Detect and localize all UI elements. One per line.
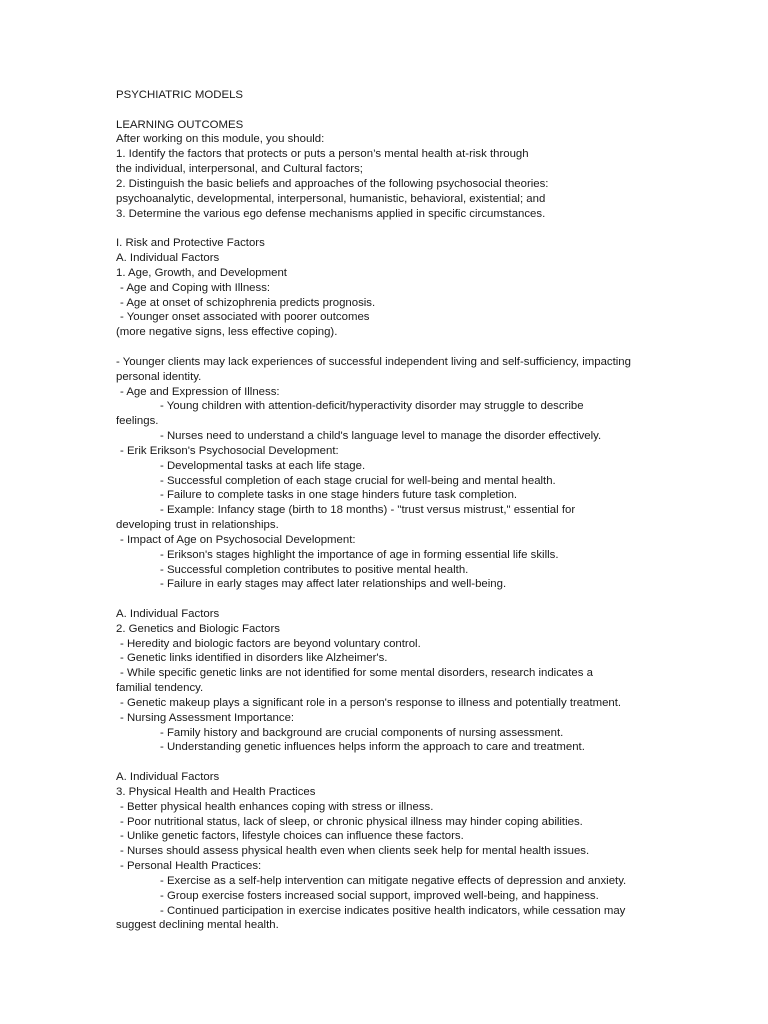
text-line: - Successful completion of each stage crucial for well-being and mental health. bbox=[160, 474, 556, 487]
text-line: - Impact of Age on Psychosocial Development: bbox=[120, 533, 356, 546]
text-line: - Failure in early stages may affect later relationships and well-being. bbox=[160, 578, 507, 591]
text-line: - Group exercise fosters increased social support, improved well-being, and happiness. bbox=[160, 889, 599, 902]
text-line: developing trust in relationships. bbox=[116, 519, 279, 532]
text-line: A. Individual Factors bbox=[116, 771, 220, 784]
document-body bbox=[116, 103, 676, 933]
text-line: - Exercise as a self-help intervention can mitigate negative effects of depression and anxiety. bbox=[160, 874, 627, 887]
text-line: - Age at onset of schizophrenia predicts prognosis. bbox=[120, 296, 376, 309]
text-line: - Unlike genetic factors, lifestyle choices can influence these factors. bbox=[120, 830, 464, 843]
blank-line bbox=[116, 592, 676, 607]
text-line: A. Individual Factors bbox=[116, 607, 220, 620]
text-line: the individual, interpersonal, and Cultural factors; bbox=[116, 163, 363, 176]
text-line: suggest declining mental health. bbox=[116, 919, 279, 932]
text-line: - Nursing Assessment Importance: bbox=[120, 711, 295, 724]
text-line: familial tendency. bbox=[116, 682, 204, 695]
text-line: - Failure to complete tasks in one stage hinders future task completion. bbox=[160, 489, 518, 502]
text-line: - Genetic makeup plays a significant role in a person's response to illness and potentially treatment. bbox=[120, 696, 622, 709]
text-line: - Example: Infancy stage (birth to 18 months) - "trust versus mistrust," essential for bbox=[160, 504, 576, 517]
text-line: 3. Determine the various ego defense mechanisms applied in specific circumstances. bbox=[116, 207, 546, 220]
text-line: 1. Age, Growth, and Development bbox=[116, 266, 287, 279]
text-line: - Developmental tasks at each life stage. bbox=[160, 459, 366, 472]
text-line: 1. Identify the factors that protects or puts a person’s mental health at-risk through bbox=[116, 148, 529, 161]
text-line: feelings. bbox=[116, 415, 159, 428]
text-line: After working on this module, you should: bbox=[116, 133, 325, 146]
text-line: - Heredity and biologic factors are beyond voluntary control. bbox=[120, 637, 421, 650]
text-line: - Young children with attention-deficit/hyperactivity disorder may struggle to describe bbox=[160, 400, 584, 413]
text-line: - Age and Coping with Illness: bbox=[120, 281, 271, 294]
text-line: psychoanalytic, developmental, interpersonal, humanistic, behavioral, existential; and bbox=[116, 192, 546, 205]
text-line: - Better physical health enhances coping with stress or illness. bbox=[120, 800, 434, 813]
text-line: personal identity. bbox=[116, 370, 202, 383]
text-line: - Successful completion contributes to positive mental health. bbox=[160, 563, 469, 576]
text-line: - Personal Health Practices: bbox=[120, 860, 262, 873]
text-line: (more negative signs, less effective coping). bbox=[116, 326, 338, 339]
blank-line bbox=[116, 340, 676, 355]
text-line: - Genetic links identified in disorders like Alzheimer's. bbox=[120, 652, 388, 665]
document-title: PSYCHIATRIC MODELS bbox=[116, 89, 244, 101]
text-line: - Understanding genetic influences helps inform the approach to care and treatment. bbox=[160, 741, 585, 754]
text-line: - Family history and background are crucial components of nursing assessment. bbox=[160, 726, 564, 739]
text-line: LEARNING OUTCOMES bbox=[116, 118, 244, 131]
document-page bbox=[116, 88, 676, 933]
text-line: - Younger onset associated with poorer outcomes bbox=[120, 311, 370, 324]
text-line: - Nurses should assess physical health even when clients seek help for mental health issues. bbox=[120, 845, 590, 858]
blank-line bbox=[116, 755, 676, 770]
text-line: - Age and Expression of Illness: bbox=[120, 385, 280, 398]
text-line: - Poor nutritional status, lack of sleep, or chronic physical illness may hinder coping abilities. bbox=[120, 815, 583, 828]
text-line: 3. Physical Health and Health Practices bbox=[116, 785, 316, 798]
text-line: 2. Genetics and Biologic Factors bbox=[116, 622, 280, 635]
text-line: - Erikson's stages highlight the importance of age in forming essential life skills. bbox=[160, 548, 559, 561]
text-line: - Continued participation in exercise indicates positive health indicators, while cessation may bbox=[160, 904, 626, 917]
text-line: - Nurses need to understand a child's language level to manage the disorder effectively. bbox=[160, 430, 602, 443]
text-line: - While specific genetic links are not identified for some mental disorders, research indicates a bbox=[120, 667, 593, 680]
text-line: 2. Distinguish the basic beliefs and approaches of the following psychosocial theories: bbox=[116, 177, 549, 190]
blank-line bbox=[116, 221, 676, 236]
blank-line bbox=[116, 103, 676, 118]
text-line: I. Risk and Protective Factors bbox=[116, 237, 265, 250]
text-line: - Erik Erikson's Psychosocial Development: bbox=[120, 444, 339, 457]
text-line: - Younger clients may lack experiences of successful independent living and self-sufficiency, impacting bbox=[116, 355, 631, 368]
text-line: A. Individual Factors bbox=[116, 252, 220, 265]
